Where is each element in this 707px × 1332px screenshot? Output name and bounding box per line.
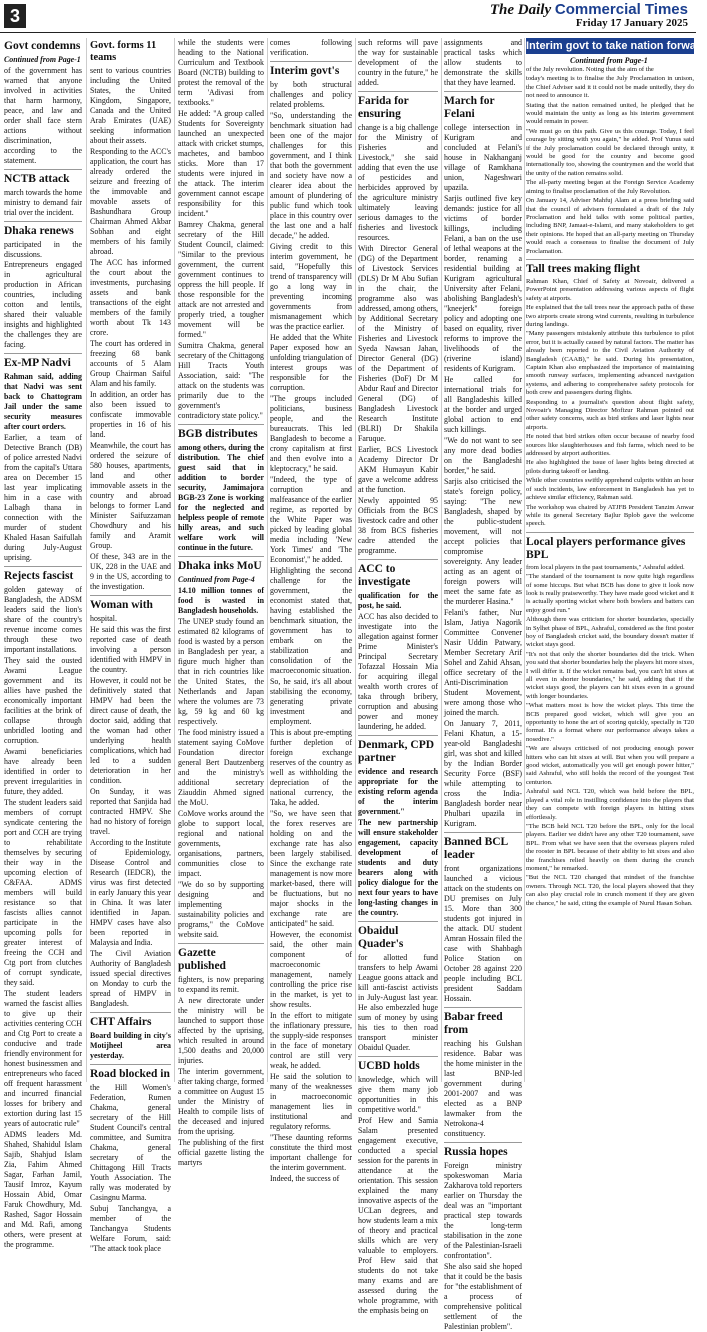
- article-text: fighters, is now preparing to expand its remit.: [178, 975, 264, 994]
- article-lead: evidence and research appropriate for the existing reform agenda of the interim government.": [358, 767, 438, 816]
- column-4: [270, 38, 352, 1183]
- article-text: Earlier, BCS Livestock Academy Director Dr AKM Humayun Kabir gave a welcome address at the function.: [358, 445, 438, 494]
- article-text: march towards the home ministry to demand fair trial over the incident.: [4, 188, 82, 217]
- lead-story-banner: Interim govt to take nation forward: [526, 40, 707, 52]
- article-text: "Indeed, the type of corruption and malfeasance of the earlier regime, as reported by the White Paper was picked by leading global media including 'New York Times' and 'The Economist'," he added.: [270, 475, 352, 564]
- article-text: On January 14, Adviser Mahfuj Alam at a press briefing said that the council of advisers formulated a draft of the July Proclamation and held talks with some political parties, including BNP, Jamaat-e-Islami, and many stakeholders to get their opinions. He hoped that an all-party meeting on Thursday would reach a consensus to finalise the document of July Proclamation.: [526, 197, 694, 255]
- article-text: "We must go on this path. Give us this courage. Today, I feel courage by sitting with you again," he added. Prof Yunus said if the July proclamation could be declared through unity, it would be good for the country and become good internationally too, showing the countrymen and the world that the unity of the nation remains solid.: [526, 127, 694, 177]
- article-text: Sumitra Chakma, general secretary of the Chittagong Hill Tracts Youth Association, said: "The attack on the students was primarily due to the government's contradictory state policy.": [178, 341, 264, 420]
- article-text: While other countries swiftly apprehend culprits within an hour of such incidents, law enforcement in Bangladesh has yet to achieve similar efficiency, Rahman said.: [526, 477, 694, 502]
- article-text: So, he said, it's all about stabilising the economy, generating private investment and employment.: [270, 677, 352, 726]
- article-text: Foreign ministry spokeswoman Maria Zakharova told reporters earlier on Thursday the deal was an "important practical step towards the long-term stabilisation in the zone of the Palestinian-Israeli confrontation".: [444, 1161, 522, 1260]
- article-text: today's meeting is to finalise the July Proclamation in unison, the Chief Adviser said it it could not be made unitedly, they do not need to announce it.: [526, 75, 694, 100]
- article-text: The food ministry issued a statement saying CoMove Foundation director general Bert Dautzenberg and the ministry's additional secretary Ziauddin Ahmed signed the MoU.: [178, 728, 264, 807]
- column-3: [178, 38, 264, 1167]
- paper-name-prefix: The Daily: [489, 2, 552, 18]
- article-text: Although there was criticism for shorter boundaries, specially in Sylhet phase of BPL, Ashraful, considered as the first poster boy of Bangladesh cricket said, the boundary doesn't matter if wicket stays good.: [526, 616, 694, 649]
- masthead: [0, 0, 696, 33]
- paper-name-main: Commercial Times: [554, 1, 688, 18]
- article-text: He added: "A group called Students for Sovereignty launched an unexpected attack with cricket stumps, machetes, and bamboo sticks. More than 17 students were injured in the attack. The interim government cannot escape responsibility for this incident.": [178, 109, 264, 218]
- page-number: 3: [4, 4, 26, 28]
- article-text: CoMove works around the globe to support local, regional and national governments, organisations, partners, communities close to impact.: [178, 809, 264, 878]
- article-text: "The groups included politicians, business people, and the bureaucrats. This led Bangladesh to become a crony capitalism at first and then evolve into a kleptocracy," he said.: [270, 394, 352, 473]
- headline-govt-condemns: Govt condemns: [4, 40, 81, 52]
- article-text: The Civil Aviation Authority of Bangladesh issued special directives on Monday to curb the spread of HMPV in Bangladesh.: [90, 949, 171, 1008]
- headline-interim-govts: Interim govt's: [270, 65, 340, 77]
- article-text: He said this was the first reported case of death involving a person identified with HMPV in the country.: [90, 625, 171, 674]
- article-text: Meanwhile, the court has ordered the seizure of 580 houses, apartments, land and other immovable assets in the country and abroad belongs to former Land Minister Saifuzzaman Chowdhury and his family and Aramit Group.: [90, 441, 171, 550]
- article-text: Felani's father, Nur Islam, Jatiya Nagorik Committee Convener Nasir Uddin Patwary, Member Secretary Arif Sohel and Zahid Ahsan, office secretary of the Anti-Discrimination Student Movement, were among those who joined the march.: [444, 608, 522, 717]
- column-2: [90, 38, 171, 1253]
- article-lead: Board building in city's Motijheel area yesterday.: [90, 1031, 171, 1060]
- article-text: Bamrey Chakma, general secretary of the Hill Student Council, claimed: "Similar to the previous government, the current government continues to oppress the hill people. If those responsible for the attack are not arrested and properly tried, a tougher movement will be formed.": [178, 220, 264, 339]
- article-text: However, the economist said, the other main component of macroeconomic management, namely controlling the price rise in the market, is yet to show results.: [270, 930, 352, 1009]
- headline-govt-forms-teams: Govt. forms 11 teams: [90, 40, 157, 63]
- continued-note: Continued from Page-4: [178, 575, 255, 584]
- article-text: According to the Institute of Epidemiology, Disease Control and Research (IEDCR), the virus was first detected in early January this year in China. It was later identified in Japan. HMPV cases have also been reported in Malaysia and India.: [90, 838, 171, 947]
- article-text: Subuj Tanchangya, a member of the Tanchangya Students Welfare Forum, said: "The attack took place: [90, 1204, 171, 1253]
- article-text: Awami beneficiaries have already been identified in order to prevent irregularities in future, they added.: [4, 747, 82, 796]
- article-text: He noted that bird strikes often occur because of nearby food sources like slaughterhouses and fish farms, which need to be addressed by airport authorities.: [526, 433, 694, 458]
- article-text: front organizations launched a vicious attack on the students on DU premises on July 15. More than 300 students got injured in the attack. DU student Amran Hossain filed the case with Shahbagh Police Station on October 28 against 220 people including BCL president Saddam Hossain.: [444, 864, 523, 1003]
- article-text: He said the solution to many of the weaknesses in macroeconomic management lies in institutional and regulatory reforms.: [270, 1072, 352, 1131]
- column-6: [444, 38, 523, 1331]
- article-text: Rahman Khan, Chief of Safety at Novoair, delivered a PowerPoint presentation addressing various aspects of flight safety at airports.: [526, 277, 694, 302]
- article-text: Prof Hew and Samia Salam presented engagement executive, conducted a special session for the parents in attendance at the orientation. This session explained the many innovative aspects of the UCLan degrees, and how students learn a mix of theory and practical skills which are very valuable to employers. Prof Hew said that students do not take many exams and are assessed during the whole programme, with the emphasis being on: [358, 1116, 438, 1315]
- article-text: This is about pre-empting further depletion of foreign exchange reserves of the country as well as withholding the depreciation of the national currency, the Taka, he added.: [270, 728, 352, 807]
- headline-ex-mp-nadvi: Ex-MP Nadvi: [4, 357, 71, 369]
- article-text: change is a big challenge for the Ministry of Fisheries and Livestock," she said adding that even the use of pesticides and herbicides approved by the agriculture ministry ultimately leaving serious damages to the fisheries and livestock resources.: [358, 123, 438, 242]
- headline-obaidul-quader: Obaidul Quader's: [358, 925, 404, 950]
- article-text: of the July revolution. Noting that the aim of the: [526, 66, 654, 73]
- continued-note: Continued from Page-1: [4, 55, 81, 64]
- continued-note: Continued from Page-1: [570, 56, 648, 65]
- article-text: Ashraful said NCL T20, which was held before the BPL, played a vital role in instilling confidence into the players that they can compete with foreign players in hitting sixes effortlessly.: [526, 788, 694, 821]
- article-text: comes following verification.: [270, 38, 352, 57]
- article-lead: among others, during the distribution. The chief guest said that in addition to border security, Jamimajora BGB-23 Zone is working for the neglected and helpless people of remote hilly areas, and such welfare work will continue in the future.: [178, 443, 264, 552]
- headline-bgb-distributes: BGB distributes: [178, 428, 258, 440]
- article-text: "It's not that only the shorter boundaries did the trick. When you said that shorter boundaries help the players hit more sixes, I will differ it. If the wicket remains bad, you can't hit sixes at all even in shorter boundaries," he said, adding that if the wicket stays good, the players can hit sixes even in a ground with longer boundaries.: [526, 650, 694, 700]
- article-text: while the students were heading to the National Curriculum and Textbook Board (NCTB) building to protest the removal of the term 'Adivasi from textbooks.": [178, 38, 264, 107]
- article-text: hospital.: [90, 614, 117, 623]
- headline-road-blocked: Road blocked in: [90, 1068, 170, 1080]
- article-text: knowledge, which will give them many job opportunities in this competitive world.": [358, 1075, 438, 1114]
- article-text: participated in the discussions. Entrepreneurs engaged in agricultural production in African countries, including cotton and lentils, shared their valuable insights and highlighted the challenges they are facing.: [4, 240, 82, 349]
- article-text: by both structural challenges and policy related problems.: [270, 80, 352, 109]
- article-text: The court has ordered in freezing 68 bank accounts of 5 Alam Group Chairman Saiful Alam and his family.: [90, 339, 171, 388]
- article-text: Newly appointed 95 Officials from the BCS livestock cadre and other 38 from BCS fisheries cadre attended the programme.: [358, 496, 438, 555]
- article-text: On January 7, 2011, Felani Khatun, a 15-year-old Bangladeshi girl, was shot and killed by the Indian Border Security Force (BSF) while attempting to cross the India-Bangladesh border near Phulbari upazila in Kurigram.: [444, 719, 522, 828]
- article-text: The ACC has informed the court about the investments, purchasing assets and bank transactions of the eight members of the family worth about Tk 143 crore.: [90, 258, 171, 337]
- article-text: "These daunting reforms constitute the third most important challenge for the interim government.: [270, 1133, 352, 1172]
- article-text: He also highlighted the issue of laser lights being directed at pilots during takeoff or landing.: [526, 459, 694, 475]
- article-text: He explained that the tall trees near the approach paths of these two airports create strong wind currents, resulting in turbulence during landings.: [526, 304, 694, 328]
- column-7: [526, 66, 694, 1082]
- article-text: Sarjis outlined five key demands: justice for all victims of border killings, including Felani, a ban on the use of lethal weapons at the border, renaming a residential building at Kurigram agricultural University after Felani, abolishing Bangladesh's "kneejerk" foreign policy and adopting one based on equality, river reforms to improve the livelihoods of the (riverine island) residents of Kurigram.: [444, 194, 522, 373]
- article-text: Earlier, a team of Detective Branch (DB) of police arrested Nadvi from the capital's Uttara area on December 15 last year implicating him in a case with Lalbagh thana in connection with the murder of student Khaled Hasan Saifullah during July-August uprising.: [4, 433, 82, 562]
- article-text: college intersection in Kurigram and concluded at Felani's house in Nakhanganj village of Ramkhana union, Nageshwari upazila.: [444, 123, 522, 192]
- article-text: "The standard of the tournament is now quite high regardless of some hiccups. But what BCB has done to give it look now look is really praiseworthy. They have made good wicket and it is actually sporting wicket where both bowlers and batters can enjoy good run.": [526, 573, 694, 614]
- article-text: golden gateway of Bangladesh, the ADSM leaders said the lion's share of the country's revenue income comes through these two important installations.: [4, 585, 82, 654]
- headline-denmark-cpd: Denmark, CPD partner: [358, 739, 435, 764]
- article-text: He called for international trials for all Bangladeshis killed at the border and urged global action to end such killings.: [444, 375, 522, 434]
- headline-russia-hopes: Russia hopes: [444, 1146, 508, 1158]
- headline-ucbd-holds: UCBD holds: [358, 1060, 420, 1072]
- headline-woman-with: Woman with: [90, 599, 153, 611]
- headline-nctb-attack: NCTB attack: [4, 173, 70, 185]
- headline-banned-bcl: Banned BCL leader: [444, 836, 508, 861]
- article-text: "We do not want to see any more dead bodies on the Bangladeshi border," he said.: [444, 436, 522, 475]
- article-text: On Sunday, it was reported that Sanjida had contracted HMPV. She had no history of foreign travel.: [90, 787, 171, 836]
- headline-dhaka-inks-mou: Dhaka inks MoU: [178, 560, 262, 572]
- headline-farida-ensuring: Farida for ensuring: [358, 95, 409, 120]
- article-text: Of these, 343 are in the UK, 228 in the UAE and 9 in the US, according to the investigation.: [90, 552, 171, 591]
- article-text: "So, we have seen that the forex reserves are holding on and the exchange rate has also been largely stabilised. Since the exchange rate management is now more market-based, there will be fluctuations, but no major shocks in the exchange rate are anticipated" he said.: [270, 809, 352, 928]
- article-lead: qualification for the post, he said.: [358, 591, 438, 610]
- article-text: The student leaders said members of corrupt syndicate centering the port and CCH are trying to rehabilitate themselves by securing their way in the upcoming election of C&FAA. ADMS members will build resistance so that fascists allies cannot participate in the upcoming polls for greater interest of freeing the CCH and Ctg port from clutches of corrupt syndicate, they said.: [4, 798, 82, 987]
- article-text: The interim government, after taking charge, formed a committee on August 15 under the Ministry of Health to compile lists of the deceased and injured from the uprising.: [178, 1067, 264, 1136]
- article-lead: 14.10 million tonnes of food is wasted in Bangladesh households.: [178, 586, 264, 615]
- article-text: In addition, an order has also been issued to confiscate immovable properties in 16 of his land.: [90, 390, 171, 439]
- article-text: The student leaders warned the fascist allies to give up their activities centering CCH and Ctg Port to create a conducive and trade friendly environment for honest businessmen and entrepreneurs who faced off frequent harassment and incurred financial losses for bribery and extortion during last 15 years of autocratic rule": [4, 989, 83, 1128]
- article-text: ADMS leaders Md. Shahed, Shahidul Islam Sajib, Shahjud Islam Zia, Fahim Ahmed Sagar, Farhan Jamil, Tausif Imroz, Kayum Hossain Abid, Omar Faruk Chowdhury, Md. Rashed, Sagor Hossain and Md. Rafi, among others, were present at the programme.: [4, 1130, 82, 1249]
- article-text: "We do so by supporting designing and implementing sustainability policies and programs," the CoMove website said.: [178, 880, 264, 939]
- article-text: of the government has warned that anyone involved in activities that harm harmony, peace, and law and order shall face stern actions without discrimination, according to the statement.: [4, 66, 82, 165]
- column-5: [358, 38, 438, 1315]
- article-text: "What matters most is how the wicket plays. This time the BCB prepared good wicket, which will give you an opportunity to hone the art of scoring quickly, specially in T20 format. It's a format where our performance always takes a nosedive.": [526, 702, 694, 743]
- article-text: Giving credit to this interim government, he said, "Hopefully this trend of transparency will go a long way in preventing incoming governments from mismanagement which was the practice earlier.: [270, 242, 352, 331]
- article-text: reaching his Gulshan residence. Babar was the home minister in the last BNP-led government during 2001-2007 and was elected as a BNP lawmaker from the Netrokona-4 constituency.: [444, 1039, 522, 1138]
- article-text: In the effort to mitigate the inflationary pressure, the supply-side responses in the face of monetary control are still very weak, he added.: [270, 1011, 352, 1070]
- article-text: The new partnership will ensure stakeholder engagement, capacity development of students and duty bearers along with policy dialogue for the next four years to have long-lasting changes in the country.: [358, 818, 438, 917]
- article-text: Responding to a journalist's question about flight safety, Novoair's Managing Director Mofizur Rahman pointed out other safety concerns, such as bird strikes and laser lights near airports.: [526, 398, 694, 431]
- article-text: the Hill Women's Federation, Rumen Chakma, general secretary of the Hill Student Council's central committee, and Sumitra Chakma, general secretary of the Chittagong Hill Tracts Youth Association. The rally was moderated by Casingnu Marma.: [90, 1083, 171, 1202]
- article-text: With Director General (DG) of the Department of Livestock Services (DLS) Dr M Abu Sufian in the chair, the programme also was addressed, among others, by Additional Secretary of the Ministry of Fisheries and Livestock Syeda Nawsan Jahan, Director General (DG) of the Department of Fisheries (DoF) Dr M Abdur Rauf and Director General (DG) of Bangladesh Livestock Research Institute (BLRI) Dr Shakila Faruque.: [358, 244, 438, 443]
- article-text: "We are always criticised of not producing enough power hitters who can hit sixes at will. But when you will prepare a good wicket, automatically you will get enough power hitter," said Ashraful, who still holds the record of the youngest Test centurion.: [526, 745, 694, 786]
- article-lead: Rahman said, adding that Nadvi was sent back to Chattogram Jail under the same security measures after court orders.: [4, 372, 82, 431]
- article-text: The publishing of the first official gazette listing the martyrs: [178, 1138, 264, 1167]
- article-text: such reforms will pave the way for sustainable development of the country in the future," he added.: [358, 38, 438, 87]
- column-1: [4, 38, 83, 1249]
- headline-babar-freed: Babar freed from: [444, 1011, 503, 1036]
- article-text: ACC has also decided to investigate into the allegation against former Prime Minister's Principal Secretary Tofazzal Hossain Mia for acquiring illegal wealth worth crores of taka through bribery, corruption and abusing power and money laundering, he added.: [358, 612, 438, 731]
- article-text: "Many passengers mistakenly attribute this turbulence to pilot error, but it is actually caused by natural factors. The matter has already been reported to the Civil Aviation Authority of Bangladesh (CAAB)," he said. During his presentation, Captain Khan also emphasized the importance of maintaining smooth runway surfaces, implementing advanced navigation systems, and adhering to comprehensive safety protocols for both crew and passengers during flights.: [526, 330, 694, 397]
- article-text: She also said she hoped that it could be the basis for "the establishment of a process of comprehensive political settlement of the Palestinian problem".: [444, 1262, 522, 1331]
- article-text: The all-party meeting began at the Foreign Service Academy aiming to finalise proclamation of the July Revolution.: [526, 179, 694, 195]
- article-text: "So, understanding the benchmark situation had been one of the major challenges for this government, and I think that both the government and society have now a clearer idea about the amount of plundering of public fund which took place in this country over the last one and a half decade," he added.: [270, 111, 352, 240]
- headline-tall-trees: Tall trees making flight: [526, 262, 641, 275]
- article-text: Sarjis also criticised the state's foreign policy, saying: "The new Bangladesh, shaped by the public-student movement, will not accept policies that compromise sovereignty. Any leader acting as an agent of foreign powers will meet the same fate as the murderer Hasina.": [444, 477, 522, 606]
- article-text: However, it could not be definitively stated that HMPV had been the direct cause of death, the doctor said, adding that the woman had other underlying health complications, which had led to a sudden deterioration in her condition.: [90, 676, 171, 785]
- headline-acc-investigate: ACC to investigate: [358, 563, 411, 588]
- article-text: They said the ousted Awami League government and its allies have pushed the economically important facilities at the brink of collapse through unbridled looting and corruption.: [4, 656, 82, 745]
- article-text: Responding to the ACC's application, the court has already ordered the seizure and freezing of the immovable and movable assets of Bashundhara Group Chairman Ahmed Akbar Sobhan and eight members of his family abroad.: [90, 147, 171, 256]
- article-text: sent to various countries including the United States, the United Kingdom, Singapore, Canada and the United Arab Emirates (UAE) seeking information about their assets.: [90, 66, 171, 145]
- headline-rejects-fascist: Rejects fascist: [4, 570, 74, 582]
- headline-dhaka-renews: Dhaka renews: [4, 225, 74, 237]
- headline-gazette-published: Gazette published: [178, 947, 226, 972]
- article-text: for allotted fund transfers to help Awami League goons attack and kill anti-fascist activists in July-August last year. He also embezzled huge sum of money by using his ties to then road transport minister Obaidul Quader.: [358, 953, 438, 1052]
- article-text: Stating that the nation remained united, he pledged that he would maintain the unity as long as his interim government would remain in power.: [526, 101, 694, 126]
- article-text: A new directorate under the ministry will be launched to support those affected by the uprising, which resulted in around 1,500 deaths and 20,000 injuries.: [178, 996, 264, 1065]
- article-text: assignments and practical tasks which allow students to demonstrate the skills that they have learned.: [444, 38, 522, 87]
- article-text: He added that the White Paper exposed how an unfolding triangulation of interest groups was responsible for the corruption.: [270, 333, 352, 392]
- paper-date: Friday 17 January 2025: [575, 17, 688, 29]
- headline-cht-affairs: CHT Affairs: [90, 1016, 152, 1028]
- headline-local-players: Local players performance gives BPL: [526, 535, 686, 561]
- article-text: "But the NCL T20 changed that mindset of the franchise owners. Through NCL T20, the local players showed that they can also play crucial role in crunch moment if they are given the chance," he said, citing the example of Nurul Hasan Sohan.: [526, 874, 694, 907]
- article-text: "The BCB held NCL T20 before the BPL, only for the local players. Earlier we didn't have any other T20 tournament, save BPL. From what we have seen that the overseas players ruled the rooster in BPL because of their ability to hit sixes and also the franchises relied heavily on them during the crunch moment," he remarked.: [526, 822, 694, 872]
- article-text: The UNEP study found an estimated 82 kilograms of food is wasted by a person in Bangladesh per year, a figure much higher than that in rich countries like the United States, the Netherlands and Japan where the volumes are 73 kg, 59 kg and 60 kg respectively.: [178, 617, 264, 726]
- article-text: from local players in the past tournaments," Ashraful added.: [526, 563, 685, 571]
- article-text: Indeed, the success of: [270, 1174, 340, 1183]
- article-text: The workshop was chaired by ATJFB President Tanzim Anwar while its general Secretary Bajlur Bplob gave the welcome speech.: [526, 503, 694, 528]
- article-text: Highlighting the second challenge for the government, the economist stated that, having established the benchmark situation, the government has to embark on the stabilization and consolidation of the macroeconomic situation.: [270, 566, 352, 675]
- headline-march-felani: March for Felani: [444, 95, 495, 120]
